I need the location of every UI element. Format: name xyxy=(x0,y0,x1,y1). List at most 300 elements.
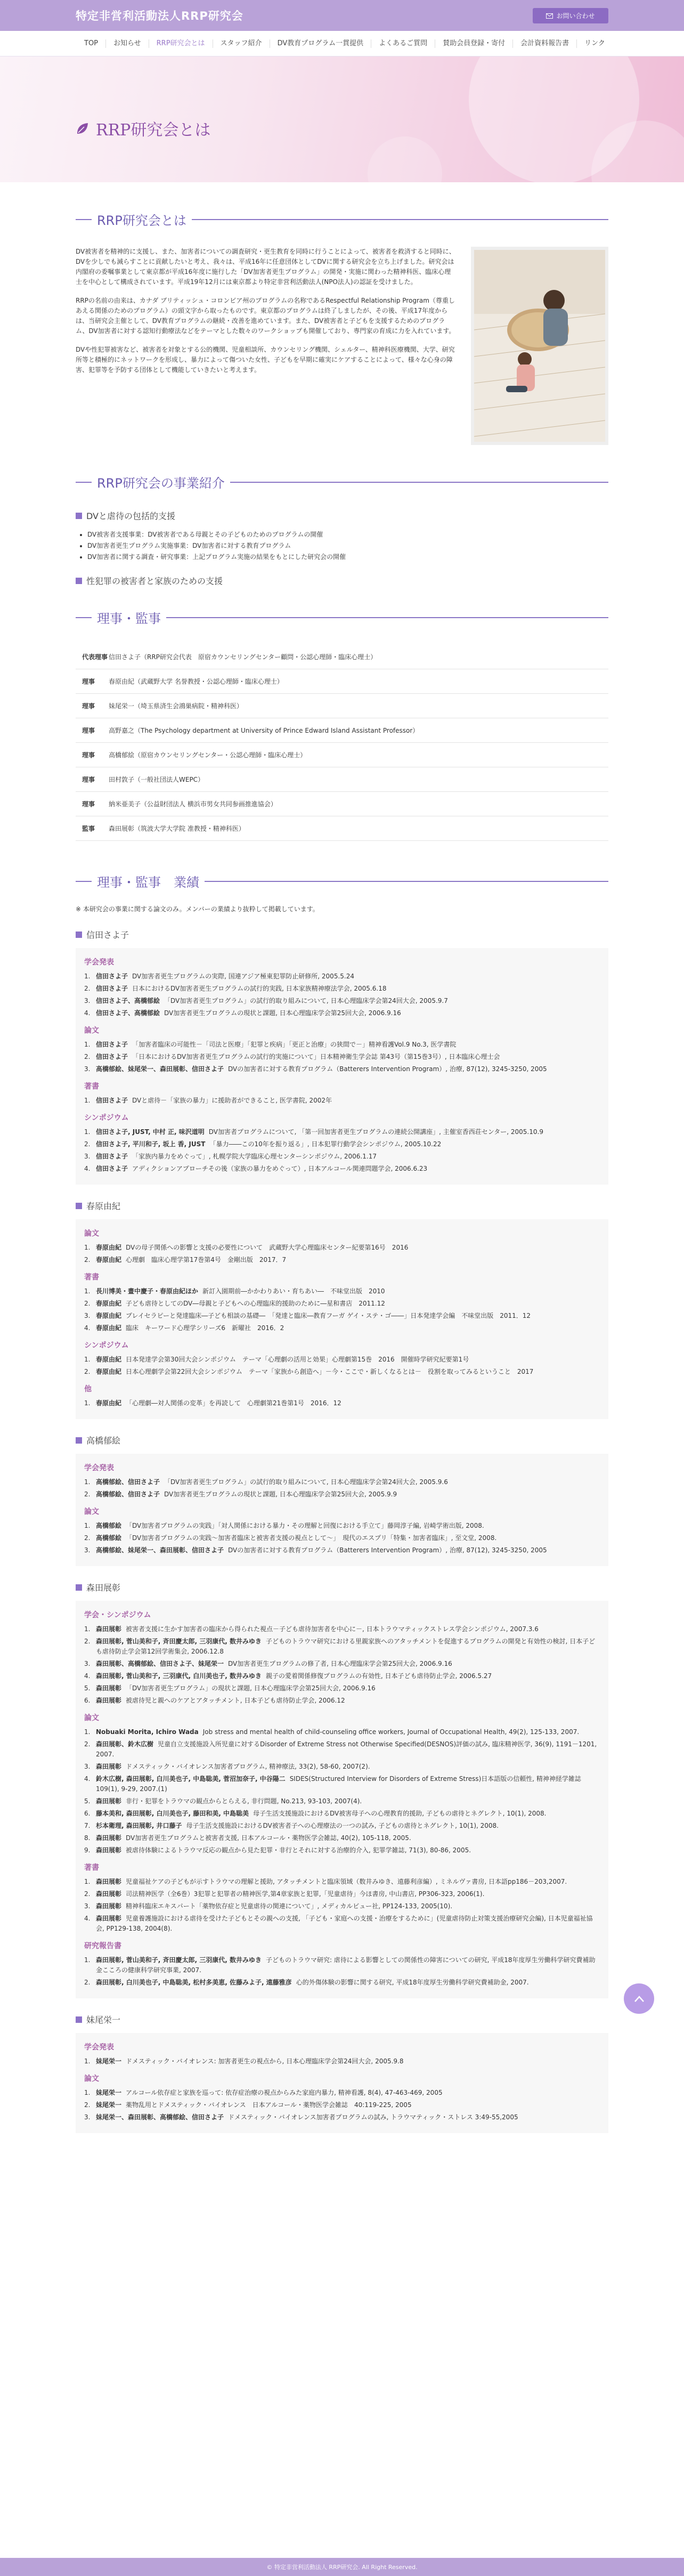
publication-author: 森田展彰 xyxy=(96,1684,122,1692)
publication-title: 被虐待体験によるトラウマ反応の観点から見た犯罪・非行とそれに対する治療的介入, 犯罪学雑誌, 71(3), 80-86, 2005. xyxy=(126,1846,471,1854)
publication-title: 「日本におけるDV加害者更生プログラムの試行的実施について」日本精神衛生学会誌 第43号（第15巻3号）, 日本臨床心理士会 xyxy=(132,1053,500,1060)
publication-item xyxy=(84,1008,600,1018)
publication-list xyxy=(84,1955,600,1988)
publication-author: 鈴木広樹, 森田展彰, 白川美也子, 中島聡美, 菅沼加奈子, 中谷陽二 xyxy=(96,1775,286,1783)
board-member: 納米亜美子（公益財団法人 横浜市男女共同参画推進協会） xyxy=(109,800,277,808)
page-title xyxy=(76,117,210,140)
publication-item xyxy=(84,1489,600,1500)
publication-author: 森田展彰 xyxy=(96,1625,122,1633)
publication-item xyxy=(84,1978,600,1988)
publication-category: 学会発表 xyxy=(84,958,114,967)
publication-title: 子ども虐待としてのDV―母親と子どもへの心理臨床的援助のために―星和書店 2011.12 xyxy=(126,1300,385,1307)
item-number: 1. xyxy=(84,1244,91,1251)
publication-body xyxy=(96,1127,600,1137)
publication-list xyxy=(84,971,600,1018)
person-name: 妹尾栄一 xyxy=(86,2015,121,2025)
about-paragraph: DV被害者を精神的に支援し、また、加害者についての調査研究・更生教育を同時に行うことによって、被害者を救済すると同時に、DVを少しでも減らすことに貢献したいと考え、我々は、平成16年に任意団体としてDVに関する研究会を立ち上げました。研究会は内閣府の委嘱事業として東京都が平成16年度に施行した「DV加害者更生プログラム」の開発・実施に関わった精神科医、臨床心理士を中心として構成されています。平成19年12月には東京都より特定非営利活動法人(NPO法人)の認証を受けました。 xyxy=(76,248,455,286)
publication-item xyxy=(84,1845,600,1856)
publication-title: 母子生活支援施設におけるDV被害者子への心理療法の一つの試み, 子どもの虐待とネグレクト, 10(1), 2008. xyxy=(186,1822,499,1829)
publication-title: 「加害者臨床の可能性－「司法と医療」「犯罪と疾病」「更正と治療」の狭間で－」精神看護Vol.9 No.3, 医学書院 xyxy=(132,1041,457,1048)
publication-item xyxy=(84,1624,600,1634)
publication-card xyxy=(76,1454,608,1566)
publication-author: 高橋郁絵 xyxy=(96,1522,122,1529)
publication-title: 被害者支援に生かす加害者の臨床から得られた視点－子ども虐待加害者を中心に－, 日本トラウマティックストレス学会シンポジウム, 2007.3.6 xyxy=(126,1625,539,1633)
publication-title: DVの母子関係への影響と支援の必要性について 武蔵野大学心理臨床センター紀要第16号 2016 xyxy=(126,1244,409,1251)
publication-body xyxy=(96,1052,600,1062)
publication-body xyxy=(96,1821,600,1831)
item-number: 1. xyxy=(84,1041,91,1048)
publication-person xyxy=(76,1581,608,1998)
item-number: 2. xyxy=(84,1979,91,1986)
publication-author: 森田展彰 xyxy=(96,1763,122,1770)
publication-item xyxy=(84,984,600,994)
publication-title: 「DV加害者更生プログラム」の試行的取り組みについて, 日本心理臨床学会第24回大会, 2005.9.7 xyxy=(164,997,448,1005)
publication-list xyxy=(84,2056,600,2067)
program-list-item: • DV加害者に関する調査・研究事業：上記プログラム実施の結果をもとにした研究会の開催 xyxy=(87,552,608,563)
publication-title: 心理劇 臨床心理学第17巻第4号 金剛出版 2017．7 xyxy=(126,1256,287,1263)
publications-note: ※ 本研究会の事業に関する論文のみ。メンバーの業績より抜粋して掲載しています。 xyxy=(76,905,319,913)
item-number: 4. xyxy=(84,1324,91,1332)
item-number: 1. xyxy=(84,1128,91,1136)
publication-list xyxy=(84,1624,600,1706)
publication-list xyxy=(84,1355,600,1377)
contact-button[interactable] xyxy=(533,8,608,23)
publication-author: 森田展彰, 菅山美和子, 斉田慶太郎, 三羽康代, 数井みゆき xyxy=(96,1956,262,1964)
item-number: 7. xyxy=(84,1822,91,1829)
item-number: 1. xyxy=(84,1287,91,1295)
publication-category: シンポジウム xyxy=(84,1341,129,1350)
board-row xyxy=(76,743,608,767)
publication-body xyxy=(96,1901,600,1911)
publication-body xyxy=(96,1845,600,1856)
publication-category: 学会発表 xyxy=(84,1464,114,1472)
item-number: 4. xyxy=(84,1009,91,1017)
publication-title: アディクションアプローチその後（家族の暴力をめぐって）, 日本アルコール関連問題学会, 2006.6.23 xyxy=(132,1165,428,1172)
item-number: 5. xyxy=(84,1684,91,1692)
publication-item xyxy=(84,1914,600,1934)
publication-item xyxy=(84,1299,600,1309)
publication-author: 信田さよ子 xyxy=(96,1153,128,1160)
publication-author: 森田展彰 xyxy=(96,1846,122,1854)
publication-author: 信田さよ子 xyxy=(96,1053,128,1060)
contact-button-label: お問い合わせ xyxy=(556,12,595,20)
about-section xyxy=(76,247,608,445)
publication-body xyxy=(96,1637,600,1657)
section-heading-publications: 理事・監事 業績 xyxy=(76,872,608,890)
person-heading xyxy=(76,1200,608,1212)
publication-body xyxy=(96,1286,600,1297)
item-number: 1. xyxy=(84,1878,91,1885)
board-role: 理事 xyxy=(82,800,95,808)
publication-body xyxy=(96,1545,600,1556)
publication-item xyxy=(84,1901,600,1911)
publication-category: 著書 xyxy=(84,1273,99,1282)
person-name: 森田展彰 xyxy=(86,1583,121,1593)
publication-body xyxy=(96,1323,600,1333)
publication-title: DV加害者更生プログラムの修了者, 日本心理臨床学会第25回大会, 2006.9.16 xyxy=(228,1660,452,1667)
square-icon xyxy=(76,578,82,584)
publication-author: 森田展彰 xyxy=(96,1834,122,1842)
about-paragraph: DVや性犯罪被害など、被害者を対象とする公的機関、児童相談所、カウンセリング機関、シェルター、精神科医療機関、大学、研究所等と積極的にネットワークを形成し、暴力によって傷ついた女性、子どもを早期に確実にケアすることによって、様々な心身の障害、犯罪等を予防する団体として機能していきたいと考えます。 xyxy=(76,346,455,374)
publication-body xyxy=(96,1477,600,1487)
publication-author: 高橋郁絵 xyxy=(96,1534,122,1542)
about-photo xyxy=(471,247,608,445)
publication-item xyxy=(84,1739,600,1760)
publication-body xyxy=(96,1139,600,1149)
publication-title: 臨床 キーワード心理学シリーズ6 新曜社 2016．2 xyxy=(126,1324,284,1332)
publication-item xyxy=(84,1064,600,1074)
square-icon xyxy=(76,2016,82,2023)
board-member: 妹尾栄一（埼玉県済生会鴻巣病院・精神科医） xyxy=(109,702,243,710)
publication-title: DVと虐待－「家族の暴力」に援助者ができること, 医学書院, 2002年 xyxy=(132,1097,332,1104)
publication-item xyxy=(84,996,600,1006)
item-number: 9. xyxy=(84,1846,91,1854)
publication-item xyxy=(84,1821,600,1831)
item-number: 2. xyxy=(84,1256,91,1263)
publication-item xyxy=(84,1286,600,1297)
board-member: 田村敦子（一般社団法人WEPC） xyxy=(109,776,205,783)
publication-author: 森田展彰、高橋郁絵、信田さよ子、妹尾栄一 xyxy=(96,1660,224,1667)
publication-author: 春原由紀 xyxy=(96,1368,122,1375)
item-number: 1. xyxy=(84,973,91,980)
publication-list xyxy=(84,1877,600,1934)
publication-item xyxy=(84,2112,600,2123)
publication-author: 森田展彰 xyxy=(96,1915,122,1922)
publication-category: 他 xyxy=(84,1385,92,1394)
chevron-up-icon xyxy=(634,1995,645,2003)
item-number: 1. xyxy=(84,1356,91,1363)
publication-item xyxy=(84,1671,600,1681)
publication-author: 森田展彰 xyxy=(96,1697,122,1704)
publication-author: 春原由紀 xyxy=(96,1244,122,1251)
board-row xyxy=(76,669,608,694)
nav-item[interactable]: よくあるご質問 xyxy=(371,39,435,48)
publication-body xyxy=(96,1739,600,1760)
person-heading xyxy=(76,1581,608,1593)
publication-author: 長川博美・晝中慶子・春原由紀ほか xyxy=(96,1287,199,1295)
board-role: 理事 xyxy=(82,751,95,759)
publication-category: 研究報告書 xyxy=(84,1942,121,1950)
publication-body xyxy=(96,1978,600,1988)
publication-title: ドメスティック・バイオレンス加害者プログラムの試み, トラウマティック・ストレス 3:49-55,2005 xyxy=(228,2113,518,2121)
publication-author: 森田展彰 xyxy=(96,1902,122,1910)
publication-list xyxy=(84,1477,600,1500)
item-number: 2. xyxy=(84,985,91,992)
publication-body xyxy=(96,1255,600,1265)
publication-body xyxy=(96,1064,600,1074)
square-icon xyxy=(76,513,82,519)
publication-item xyxy=(84,1809,600,1819)
publication-item xyxy=(84,1696,600,1706)
publication-body xyxy=(96,1299,600,1309)
publication-item xyxy=(84,1762,600,1772)
publication-title: 司法精神医学（全6巻）3犯罪と犯罪者の精神医学,第4章家族と犯罪,「児童虐待」今ほ書房, 中山書店, PP306-323, 2006(1). xyxy=(126,1890,485,1898)
publication-list xyxy=(84,2088,600,2123)
publication-author: 信田さよ子 xyxy=(96,1097,128,1104)
publication-title: 「DV加害者更生プログラム」の現状と課題, 日本心理臨床学会第25回大会, 2006.9.16 xyxy=(126,1684,376,1692)
about-paragraph: RRPの名前の由来は、カナダ ブリティッシュ・コロンビア州のプログラムの名称であるRespectful Relationship Program（尊重しあえる関係のためのプログラム）の頭文字から取ったものです。東京都のプログラムは終了しましたが、その後、平成17年度からは、当研究会主催として、DV教育プログラムの継続・改善を進めています。また、DV被害者と子どもを支援するためのプログラム、DV加害者に対する認知行動療法などをテーマとした数々のワークショップも開催しており、専門家の育成に力を入れています。 xyxy=(76,297,455,335)
publication-body xyxy=(96,1367,600,1377)
publication-person xyxy=(76,2013,608,2133)
publication-category: 論文 xyxy=(84,1229,99,1238)
board-row xyxy=(76,816,608,841)
publication-item xyxy=(84,1040,600,1050)
publication-title: 非行・犯罪をトラウマの観点からとらえる, 非行問題, No.213, 93-103, 2007(4). xyxy=(126,1797,362,1805)
publication-item xyxy=(84,1398,600,1408)
item-number: 3. xyxy=(84,997,91,1005)
item-number: 1. xyxy=(84,2057,91,2065)
publication-title: Job stress and mental health of child-counseling office workers, Journal of Occupational Health, 49(2), 125-133, 2007. xyxy=(202,1728,580,1736)
publication-title: DV加害者更生プログラムの実際, 国連アジア極東犯罪防止研修所, 2005.5.24 xyxy=(132,973,354,980)
publication-item xyxy=(84,1955,600,1975)
publication-card xyxy=(76,948,608,1185)
publication-item xyxy=(84,1521,600,1531)
publication-author: 春原由紀 xyxy=(96,1324,122,1332)
publication-body xyxy=(96,1774,600,1794)
publication-title: 児童養護施設における虐待を受けた子どもとその親への支援, 「子ども・家庭への支援・治療をするために」(児童虐待防止対策支援治療研究会編), 日本児童福祉協会, PP129-138, 2004(8). xyxy=(96,1915,593,1932)
person-name: 信田さよ子 xyxy=(86,930,129,940)
publication-body xyxy=(96,1533,600,1543)
publication-body xyxy=(96,1671,600,1681)
item-number: 2. xyxy=(84,1490,91,1498)
publication-item xyxy=(84,1127,600,1137)
publication-title: アルコール依存症と家族を巡って: 依存症治療の視点からみた家庭内暴力, 精神看護, 8(4), 47-463-469, 2005 xyxy=(126,2089,443,2096)
publication-list xyxy=(84,1243,600,1265)
publication-item xyxy=(84,1659,600,1669)
publication-item xyxy=(84,1096,600,1106)
nav-item[interactable]: リンク xyxy=(584,39,605,47)
publication-title: プレイセラピーと発達臨床―子ども相談の基礎― 「発達と臨床―教育フーガ ゲイ・ステ・ゴ――」日本発達学会編 不味堂出版 2011．12 xyxy=(126,1312,531,1319)
publication-author: 信田さよ子, JUST, 中村 正, 味沢道明 xyxy=(96,1128,205,1136)
publication-author: 信田さよ子 xyxy=(96,973,128,980)
publication-item xyxy=(84,1164,600,1174)
publication-author: 杉本衛理, 森田展彰, 井口藤子 xyxy=(96,1822,182,1829)
program-subheading-text: 性犯罪の被害者と家族のための支援 xyxy=(86,576,223,586)
item-number: 1. xyxy=(84,1399,91,1407)
publication-body xyxy=(96,1521,600,1531)
nav-item[interactable]: スタッフ紹介 xyxy=(213,39,270,48)
item-number: 3. xyxy=(84,1153,91,1160)
publication-item xyxy=(84,1052,600,1062)
square-icon xyxy=(76,931,82,938)
publication-author: 春原由紀 xyxy=(96,1312,122,1319)
publication-list xyxy=(84,1127,600,1174)
publication-list xyxy=(84,1727,600,1856)
section-heading-programs: RRP研究会の事業紹介 xyxy=(76,473,608,491)
item-number: 6. xyxy=(84,1697,91,1704)
publication-author: 春原由紀 xyxy=(96,1256,122,1263)
nav-item[interactable]: 会計資料報告書 xyxy=(513,39,577,48)
publication-author: 妹尾栄一 xyxy=(96,2057,122,2065)
publication-person xyxy=(76,928,608,1185)
board-role: 代表理事 xyxy=(82,653,108,661)
item-number: 2. xyxy=(84,1300,91,1307)
item-number: 1. xyxy=(84,1728,91,1736)
publication-body xyxy=(96,1683,600,1694)
publication-title: ドメスティック・バイオレンス: 加害者更生の視点から, 日本心理臨床学会第24回大会, 2005.9.8 xyxy=(126,2057,404,2065)
item-number: 3. xyxy=(84,2113,91,2121)
nav-item[interactable]: TOP xyxy=(76,39,106,48)
board-role: 理事 xyxy=(82,727,95,734)
publication-body xyxy=(96,1809,600,1819)
board-table xyxy=(76,645,608,841)
publication-title: 「暴力――この10年を振り返る」, 日本犯罪行動学会シンポジウム, 2005.10.22 xyxy=(209,1140,442,1148)
publication-body xyxy=(96,2100,600,2110)
publication-item xyxy=(84,1355,600,1365)
item-number: 2. xyxy=(84,1740,91,1748)
person-heading xyxy=(76,928,608,941)
publication-item xyxy=(84,1139,600,1149)
square-icon xyxy=(76,1437,82,1444)
publication-person xyxy=(76,1434,608,1566)
publication-category: シンポジウム xyxy=(84,1114,129,1122)
publication-body xyxy=(96,2112,600,2123)
publication-author: 信田さよ子 xyxy=(96,985,128,992)
board-row xyxy=(76,767,608,792)
publication-title: 母子生活支援施設におけるDV被害母子への心理教育的援助, 子どもの虐待とネグレクト, 10(1), 2008. xyxy=(253,1810,547,1817)
publication-body xyxy=(96,1955,600,1975)
nav-item[interactable]: DV教育プログラム一貫提供 xyxy=(270,39,372,48)
publication-author: 森田展彰 xyxy=(96,1878,122,1885)
publication-body xyxy=(96,996,600,1006)
publication-body xyxy=(96,1243,600,1253)
publication-author: 信田さよ子 xyxy=(96,1165,128,1172)
item-number: 3. xyxy=(84,1763,91,1770)
item-number: 2. xyxy=(84,1638,91,1645)
site-header xyxy=(0,0,684,31)
publication-item xyxy=(84,1477,600,1487)
publication-author: 信田さよ子、高橋郁絵 xyxy=(96,1009,160,1017)
publication-category: 論文 xyxy=(84,1508,99,1516)
publication-author: 信田さよ子、高橋郁絵 xyxy=(96,997,160,1005)
publication-author: 高橋郁絵、妹尾栄一、森田展彰、信田さよ子 xyxy=(96,1065,224,1073)
publication-item xyxy=(84,1545,600,1556)
item-number: 4. xyxy=(84,1775,91,1783)
section-heading-board: 理事・監事 xyxy=(76,608,608,627)
leaf-icon xyxy=(76,121,89,135)
item-number: 1. xyxy=(84,1956,91,1964)
publication-title: DV加害者更生プログラムの現状と課題, 日本心理臨床学会第25回大会, 2005.9.9 xyxy=(164,1490,397,1498)
site-title[interactable]: 特定非営利活動法人RRP研究会 xyxy=(76,10,243,22)
program-subheading xyxy=(76,509,608,522)
programs-section xyxy=(76,509,608,587)
publication-author: 森田展彰 xyxy=(96,1797,122,1805)
board-member: 高橋郁絵（原宿カウンセリングセンター・公認心理師・臨床心理士） xyxy=(109,751,307,759)
publication-item xyxy=(84,1367,600,1377)
nav-item[interactable]: 賛助会員登録・寄付 xyxy=(435,39,513,48)
page-top-button[interactable] xyxy=(624,1983,654,2014)
publication-title: 日本心理劇学会第22回大会シンポジウム テーマ「家族から創造へ」－今・ここで・新しくなるとは－ 役割を取ってみるということ 2017 xyxy=(126,1368,534,1375)
publication-author: 森田展彰、鈴木広樹 xyxy=(96,1740,154,1748)
footer: © 特定非営利活動法人 RRP研究会. All Right Reserved. xyxy=(0,2558,684,2576)
publication-title: 「家族内暴力をめぐって」, 札幌学院大学臨床心理センターシンポジウム, 2006.1.17 xyxy=(132,1153,377,1160)
publication-author: 藤本美和, 森田展彰, 白川美也子, 藤田和美, 中島聡美 xyxy=(96,1810,249,1817)
item-number: 3. xyxy=(84,1312,91,1319)
publication-category: 学会・シンポジウム xyxy=(84,1611,151,1619)
publication-title: 児童福祉ケアの子どもが示すトラウマの理解と援助, アタッチメントと臨床領域（数井みゆき、遠藤利彦編）, ミネルヴァ書房, 日本語pp186－203,2007. xyxy=(126,1878,567,1885)
publication-title: 「DV加害者プログラムの実践」「対人関係における暴力・その理解と回復における手立て」藤岡淳子編, 岩崎学術出版, 2008. xyxy=(126,1522,484,1529)
publication-item xyxy=(84,2100,600,2110)
publication-title: 「心理劇―対人関係の変革」を再読して 心理劇第21巻第1号 2016．12 xyxy=(126,1399,341,1407)
publication-item xyxy=(84,2056,600,2067)
publication-item xyxy=(84,1889,600,1899)
program-list-item: • DV加害者更生プログラム実施事業：DV加害者に対する教育プログラム xyxy=(87,540,608,552)
person-name: 春原由紀 xyxy=(86,1201,121,1211)
publication-body xyxy=(96,1727,600,1737)
publication-item xyxy=(84,1637,600,1657)
publication-author: 森田展彰 xyxy=(96,1890,122,1898)
publication-title: DVの加害者に対する教育プログラム（Batterers Intervention Program）, 治療, 87(12), 3245-3250, 2005 xyxy=(228,1065,547,1073)
publication-title: DV加害者更生プログラムの現状と課題, 日本心理臨床学会第25回大会, 2006.9.16 xyxy=(164,1009,401,1017)
program-subheading xyxy=(76,574,608,587)
board-member: 森田展彰（筑波大学大学院 准教授・精神科医） xyxy=(109,825,245,832)
publication-title: 薬物乱用とドメスティック・バイオレンス 日本アルコール・薬物医学会雑誌 40:119-225, 2005 xyxy=(126,2101,412,2109)
publication-item xyxy=(84,1152,600,1162)
section-heading-about: RRP研究会とは xyxy=(76,210,608,229)
publication-title: SIDES(Structured Interview for Disorders of Extreme Stress)日本語版の信頼性, 精神神経学雑誌109(1), 9-29, 2007.(1) xyxy=(96,1775,581,1793)
item-number: 2. xyxy=(84,1053,91,1060)
publication-list xyxy=(84,1286,600,1333)
item-number: 3. xyxy=(84,1902,91,1910)
publication-author: 信田さよ子, 平川和子, 坂上 香, JUST xyxy=(96,1140,206,1148)
publication-author: 高橋郁絵、信田さよ子 xyxy=(96,1478,160,1486)
item-number: 1. xyxy=(84,2089,91,2096)
person-heading xyxy=(76,1434,608,1446)
square-icon xyxy=(76,1203,82,1209)
publication-list xyxy=(84,1040,600,1074)
publication-title: 被虐待児と親へのケアとアタッチメント, 日本子ども虐待防止学会, 2006.12 xyxy=(126,1697,345,1704)
publication-author: 高橋郁絵、信田さよ子 xyxy=(96,1490,160,1498)
about-text xyxy=(76,247,457,445)
item-number: 2. xyxy=(84,2101,91,2109)
nav-item[interactable]: お知らせ xyxy=(106,39,149,48)
publication-title: 日本発達学会第30回大会シンポジウム テーマ「心理劇の活用と効果」心理劇第15巻 2016 開催時学研究紀要第1号 xyxy=(126,1356,469,1363)
publication-author: 妹尾栄一 xyxy=(96,2089,122,2096)
mail-icon xyxy=(546,13,553,19)
publication-body xyxy=(96,1040,600,1050)
publication-author: 春原由紀 xyxy=(96,1356,122,1363)
main-content xyxy=(76,182,608,2133)
program-list xyxy=(87,529,608,563)
item-number: 2. xyxy=(84,1890,91,1898)
publication-title: ドメスティック・バイオレンス加害者プログラム, 精神療法, 33(2), 58-60, 2007(2). xyxy=(126,1763,370,1770)
publication-author: 春原由紀 xyxy=(96,1300,122,1307)
publication-author: 森田展彰, 菅山美和子, 三羽康代, 白川美也子, 数井みゆき xyxy=(96,1672,262,1680)
item-number: 4. xyxy=(84,1672,91,1680)
publication-body xyxy=(96,1796,600,1807)
main-nav xyxy=(0,31,684,56)
board-row xyxy=(76,645,608,669)
publication-body xyxy=(96,1008,600,1018)
person-name: 高橋郁絵 xyxy=(86,1436,121,1446)
publications-list xyxy=(76,928,608,2133)
publication-body xyxy=(96,2056,600,2067)
board-member: 高野嘉之（The Psychology department at University of Prince Edward Island Assistant Professor） xyxy=(109,727,419,734)
item-number: 6. xyxy=(84,1810,91,1817)
board-row xyxy=(76,718,608,743)
item-number: 2. xyxy=(84,1368,91,1375)
item-number: 3. xyxy=(84,1065,91,1073)
publication-category: 論文 xyxy=(84,2075,99,2083)
nav-item[interactable]: RRP研究会とは xyxy=(149,39,213,48)
publication-item xyxy=(84,1533,600,1543)
publication-body xyxy=(96,1164,600,1174)
publication-body xyxy=(96,1152,600,1162)
publication-item xyxy=(84,1683,600,1694)
square-icon xyxy=(76,1584,82,1591)
publication-category: 学会発表 xyxy=(84,2043,114,2052)
board-row xyxy=(76,694,608,718)
